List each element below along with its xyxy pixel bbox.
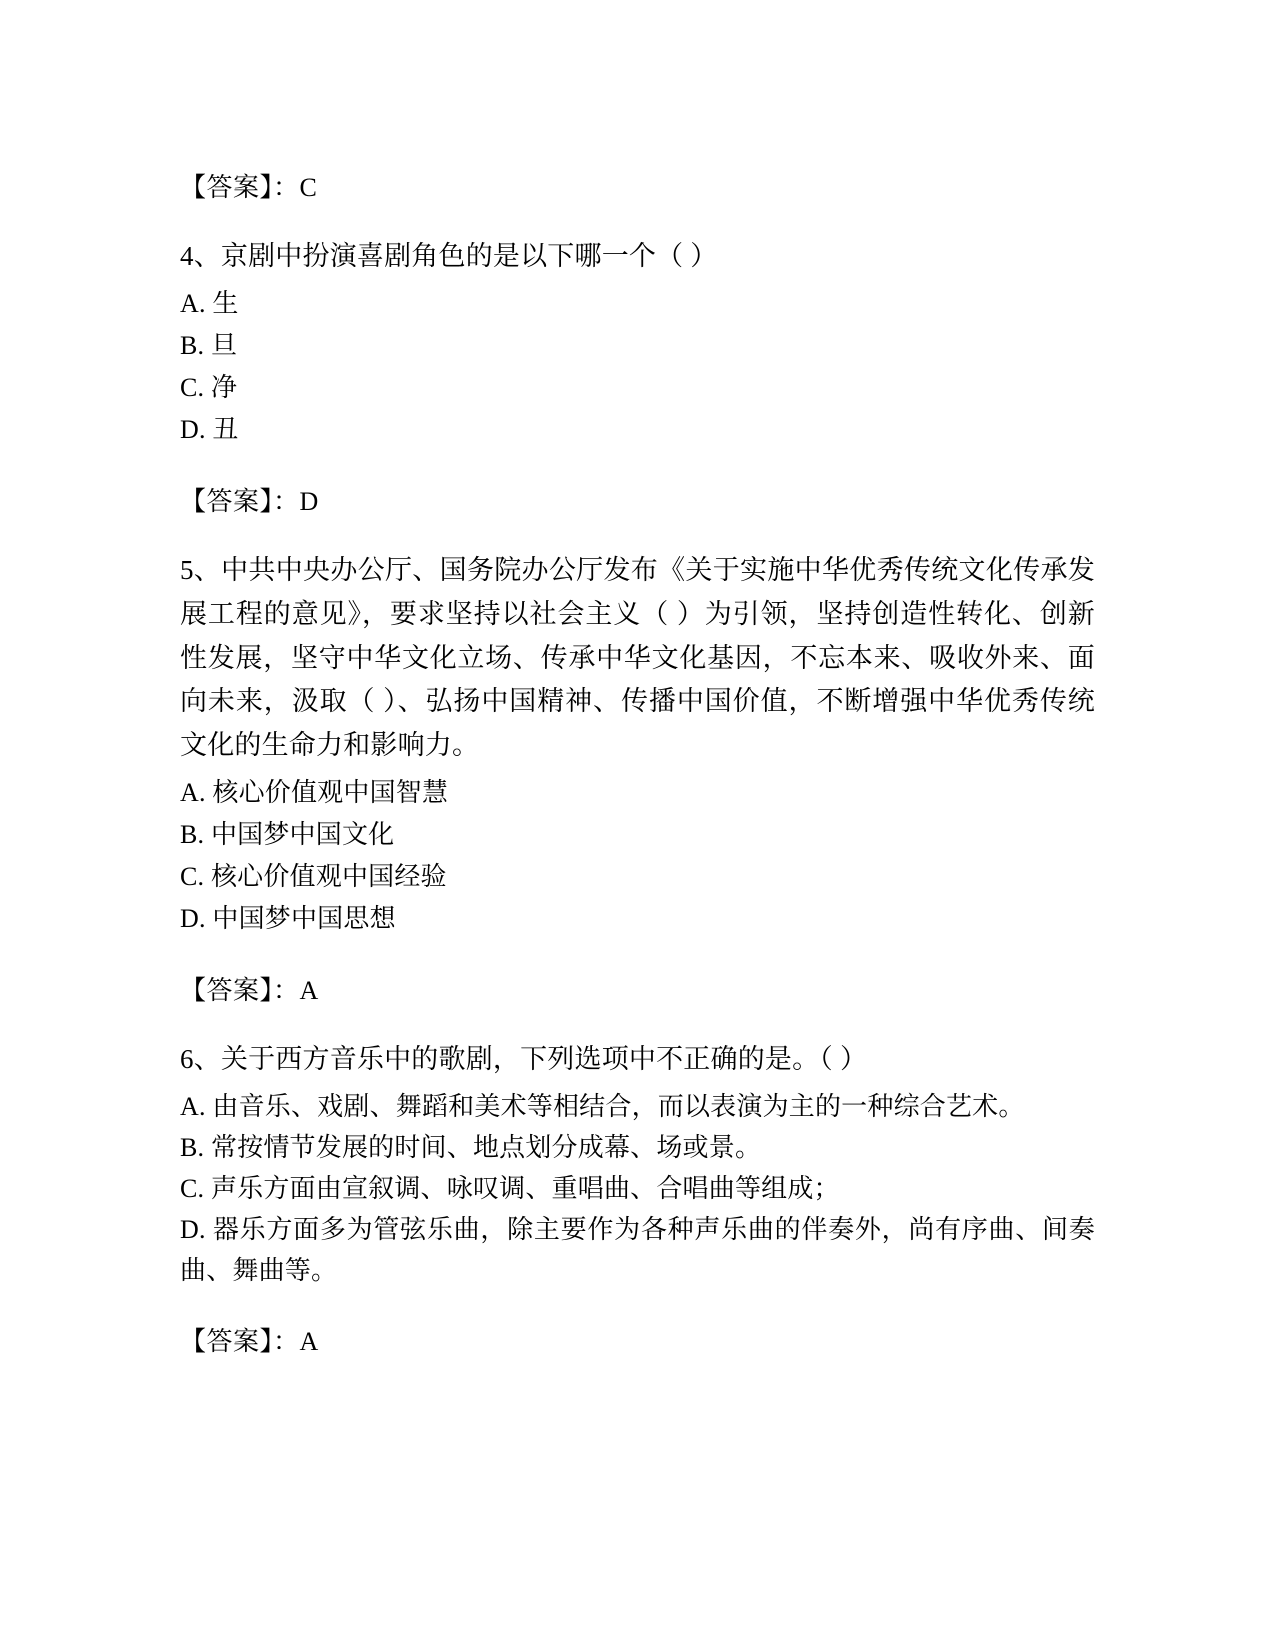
spacer — [180, 940, 1095, 978]
question-6-stem: 6、关于西方音乐中的歌剧，下列选项中不正确的是。（ ） — [180, 1044, 868, 1075]
question-5 — [180, 549, 1095, 940]
answer-q6: 【答案】：A — [180, 1327, 319, 1357]
question-4 — [180, 235, 1095, 451]
question-4-option-b: B. 旦 — [180, 330, 238, 360]
question-5-option-d: D. 中国梦中国思想 — [180, 904, 396, 934]
question-4-stem: 4、京剧中扮演喜剧角色的是以下哪一个（ ） — [180, 241, 718, 271]
question-6-option-c: C. 声乐方面由宣叙调、咏叹调、重唱曲、合唱曲等组成； — [180, 1174, 840, 1204]
question-4-option-c: C. 净 — [180, 372, 238, 402]
question-5-option-a: A. 核心价值观中国智慧 — [180, 777, 449, 807]
question-6-option-a: A. 由音乐、戏剧、舞蹈和美术等相结合，而以表演为主的一种综合艺术。 — [180, 1092, 1025, 1122]
question-5-stem: 5、中共中央办公厅、国务院办公厅发布《关于实施中华优秀传统文化传承发展工程的意见》，要求坚持以社会主义（ ）为引领，坚持创造性转化、创新性发展，坚守中华文化立场、传承中华文化基因，不忘本来、吸收外来、面向未来，汲取（ ）、弘扬中国精神、传播中国价值，不断增强中华优秀传统文化的生命力和影响力。 — [180, 555, 1095, 761]
question-6-option-d: D. 器乐方面多为管弦乐曲，除主要作为各种声乐曲的伴奏外，尚有序曲、间奏曲、舞曲等。 — [180, 1215, 1095, 1286]
spacer — [180, 1291, 1095, 1329]
document-body — [180, 175, 1095, 1355]
answer-q5: 【答案】：A — [180, 976, 319, 1006]
spacer — [180, 451, 1095, 489]
question-5-option-c: C. 核心价值观中国经验 — [180, 862, 447, 892]
answer-q3: 【答案】：C — [180, 173, 318, 202]
question-6-option-b: B. 常按情节发展的时间、地点划分成幕、场或景。 — [180, 1133, 762, 1163]
answer-q4: 【答案】：D — [180, 487, 319, 517]
question-4-option-d: D. 丑 — [180, 415, 239, 445]
question-5-option-b: B. 中国梦中国文化 — [180, 819, 395, 849]
question-4-option-a: A. 生 — [180, 288, 239, 318]
question-6 — [180, 1038, 1095, 1291]
